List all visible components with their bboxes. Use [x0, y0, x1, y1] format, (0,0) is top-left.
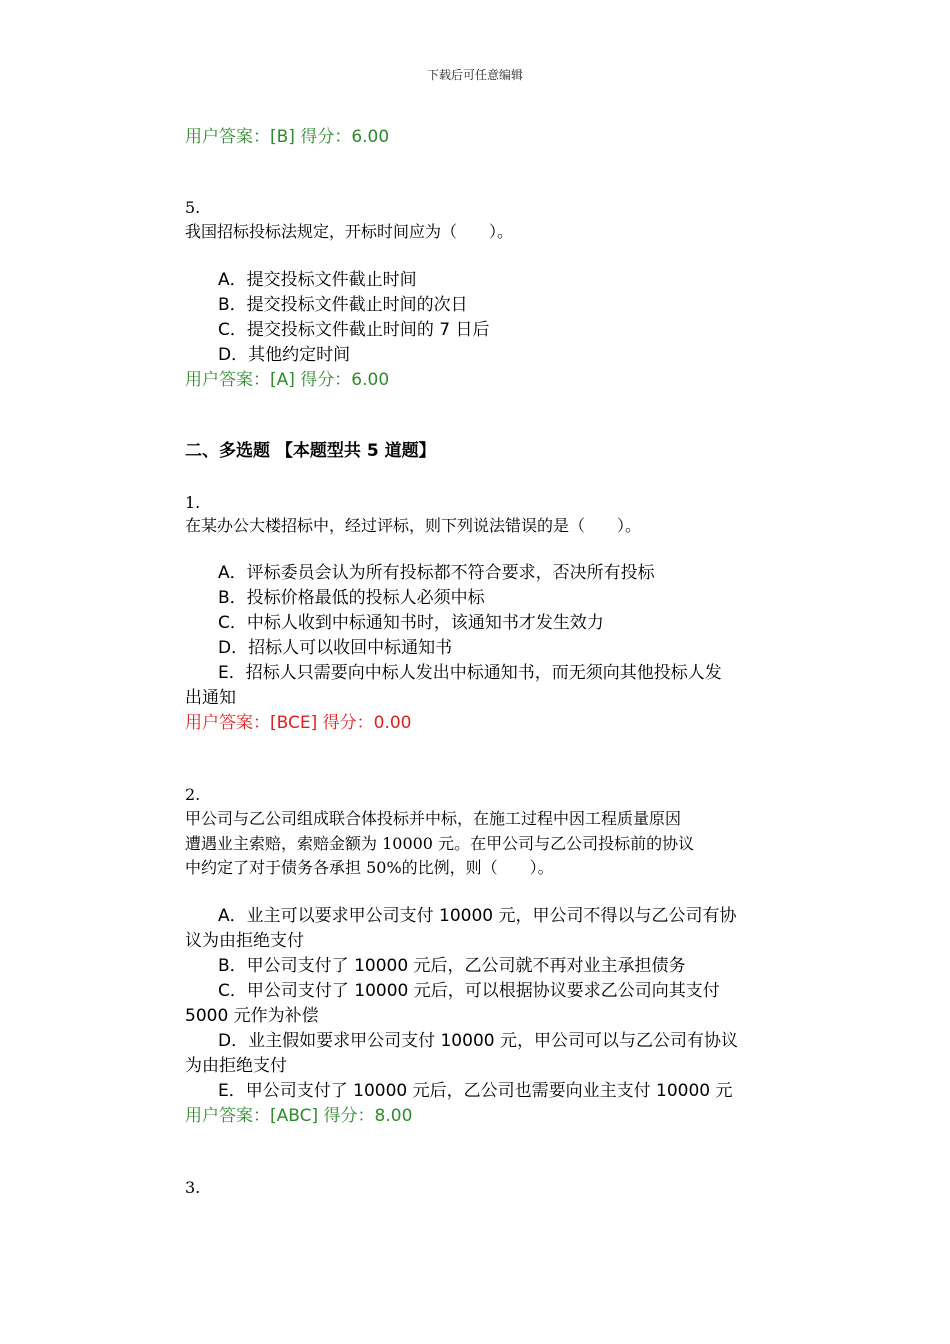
- m2-option-d: D．业主假如要求甲公司支付 10000 元，甲公司可以与乙公司有协议: [218, 1031, 738, 1051]
- m2-option-b: B．甲公司支付了 10000 元后，乙公司就不再对业主承担债务: [218, 956, 686, 976]
- previous-answer: 用户答案：[B] 得分：6.00: [185, 127, 390, 147]
- m2-stem-line2: 遭遇业主索赔，索赔金额为 10000 元。在甲公司与乙公司投标前的协议: [185, 834, 695, 853]
- m2-option-a: A．业主可以要求甲公司支付 10000 元，甲公司不得以与乙公司有协: [218, 906, 737, 926]
- q5-number: 5.: [185, 198, 201, 217]
- m1-option-e: E．招标人只需要向中标人发出中标通知书，而无须向其他投标人发: [218, 663, 722, 683]
- page-header: 下载后可任意编辑: [426, 68, 523, 82]
- m1-option-e-cont: 出通知: [185, 688, 236, 708]
- q5-answer: 用户答案：[A] 得分：6.00: [185, 370, 390, 390]
- m1-option-c: C．中标人收到中标通知书时，该通知书才发生效力: [218, 613, 604, 633]
- m1-number: 1.: [185, 493, 201, 512]
- q5-option-d: D．其他约定时间: [218, 345, 351, 365]
- section-title: 二、多选题 【本题型共 5 道题】: [185, 441, 436, 461]
- m2-option-c-cont: 5000 元作为补偿: [185, 1006, 319, 1026]
- m2-number: 2.: [185, 785, 201, 804]
- m1-option-b: B．投标价格最低的投标人必须中标: [218, 588, 485, 608]
- m1-option-a: A．评标委员会认为所有投标都不符合要求，否决所有投标: [218, 563, 655, 583]
- q5-option-a: A．提交投标文件截止时间: [218, 270, 417, 290]
- m2-option-a-cont: 议为由拒绝支付: [185, 931, 304, 951]
- m2-stem-line3: 中约定了对于债务各承担 50%的比例，则（ ）。: [185, 858, 554, 877]
- m2-stem-line1: 甲公司与乙公司组成联合体投标并中标，在施工过程中因工程质量原因: [185, 809, 682, 828]
- q5-option-c: C．提交投标文件截止时间的 7 日后: [218, 320, 490, 340]
- m1-stem: 在某办公大楼招标中，经过评标，则下列说法错误的是（ ）。: [185, 516, 642, 535]
- q5-stem: 我国招标投标法规定，开标时间应为（ ）。: [185, 222, 514, 241]
- m1-answer: 用户答案：[BCE] 得分：0.00: [185, 713, 412, 733]
- q5-option-b: B．提交投标文件截止时间的次日: [218, 295, 468, 315]
- m2-option-c: C．甲公司支付了 10000 元后，可以根据协议要求乙公司向其支付: [218, 981, 720, 1001]
- m2-option-d-cont: 为由拒绝支付: [185, 1056, 287, 1076]
- m2-option-e: E．甲公司支付了 10000 元后，乙公司也需要向业主支付 10000 元: [218, 1081, 733, 1101]
- m1-option-d: D．招标人可以收回中标通知书: [218, 638, 453, 658]
- m3-number: 3.: [185, 1178, 201, 1197]
- m2-answer: 用户答案：[ABC] 得分：8.00: [185, 1106, 413, 1126]
